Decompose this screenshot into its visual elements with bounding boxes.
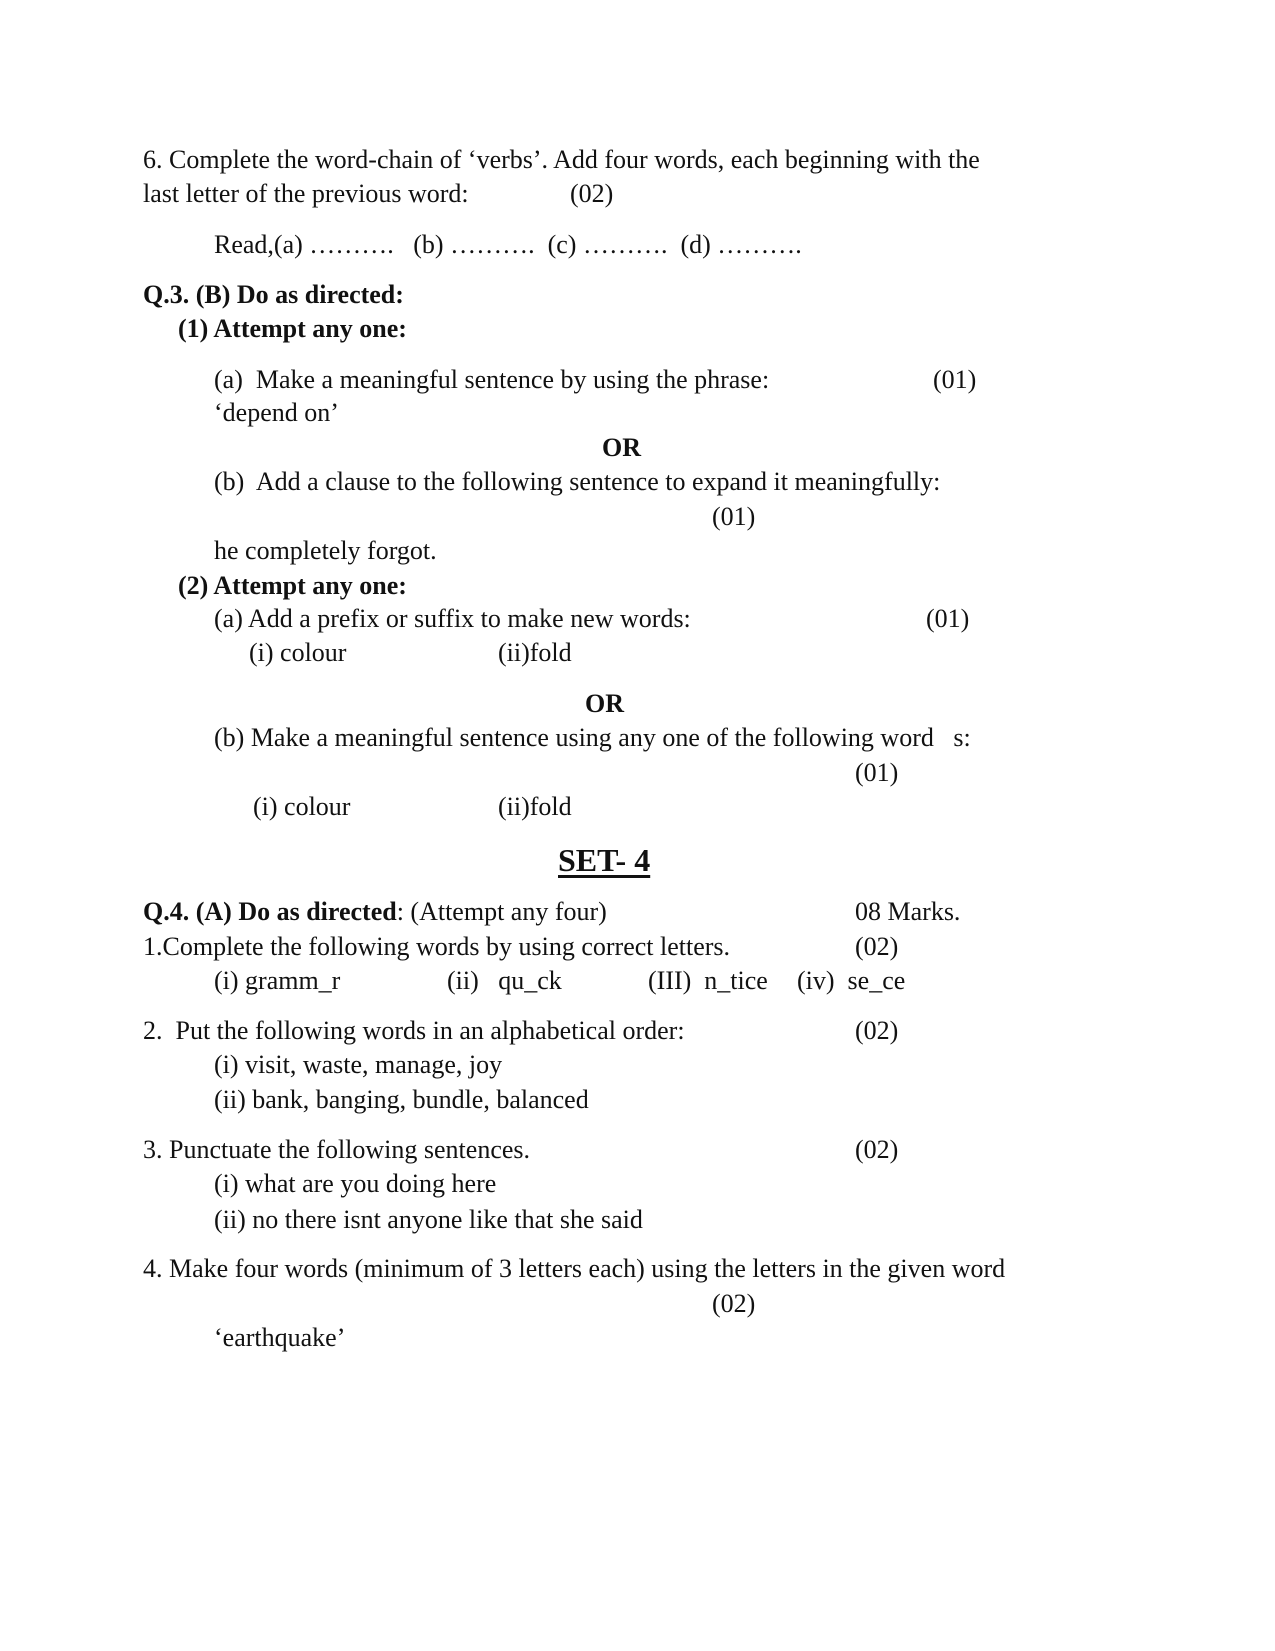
set-title: SET- 4 bbox=[558, 842, 651, 878]
q3b-part2-a-word2: (ii)fold bbox=[498, 638, 572, 667]
q4a-q3-ii: (ii) no there isnt anyone like that she said bbox=[214, 1205, 643, 1234]
q3b-part2-a-marks: (01) bbox=[926, 604, 970, 633]
q3b-part1-heading: (1) Attempt any one: bbox=[178, 314, 407, 343]
q4a-q4-marks: (02) bbox=[712, 1289, 756, 1318]
q3b-part1-b-text: (b) Add a clause to the following sentence to expand it meaningfully: bbox=[214, 467, 941, 496]
q3b-part2-b-text: (b) Make a meaningful sentence using any one of the following word s: bbox=[214, 723, 971, 752]
q4a-total-marks: 08 Marks. bbox=[855, 897, 961, 926]
q6-marks: (02) bbox=[570, 179, 614, 208]
q4a-q2-marks: (02) bbox=[855, 1016, 899, 1045]
q4a-q4-text: 4. Make four words (minimum of 3 letters each) using the letters in the given word bbox=[143, 1254, 1006, 1283]
q4a-q1-i: (i) gramm_r bbox=[214, 966, 341, 995]
q3b-part1-b-marks: (01) bbox=[712, 502, 756, 531]
q3b-part2-a-text: (a) Add a prefix or suffix to make new words: bbox=[214, 604, 691, 633]
q3b-part2-a-word1: (i) colour bbox=[249, 638, 347, 667]
q4a-q3-marks: (02) bbox=[855, 1135, 899, 1164]
q3b-part2-or: OR bbox=[585, 689, 624, 718]
q4a-heading-rest: : (Attempt any four) bbox=[396, 897, 607, 926]
q4a-q1-iv: (iv) se_ce bbox=[797, 966, 906, 995]
q3b-part2-b-word2: (ii)fold bbox=[498, 792, 572, 821]
q4a-heading-bold: Q.4. (A) Do as directed bbox=[143, 897, 397, 926]
q4a-q1-marks: (02) bbox=[855, 932, 899, 961]
q6-line1: 6. Complete the word-chain of ‘verbs’. Add four words, each beginning with the bbox=[143, 145, 980, 174]
q3b-part1-b-sentence: he completely forgot. bbox=[214, 536, 437, 565]
q4a-q2-ii: (ii) bank, banging, bundle, balanced bbox=[214, 1085, 589, 1114]
q4a-q1-iii: (III) n_tice bbox=[648, 966, 768, 995]
q3b-part2-b-marks: (01) bbox=[855, 758, 899, 787]
q4a-heading bbox=[143, 897, 607, 927]
q3b-part1-or: OR bbox=[602, 433, 641, 462]
q6-word-chain: Read,(a) ………. (b) ………. (c) ………. (d) ………. bbox=[214, 230, 802, 259]
q6-line2: last letter of the previous word: bbox=[143, 179, 469, 208]
q4a-q2-i: (i) visit, waste, manage, joy bbox=[214, 1050, 503, 1079]
q4a-q4-word: ‘earthquake’ bbox=[214, 1323, 346, 1352]
q3b-part1-a-marks: (01) bbox=[933, 365, 977, 394]
q4a-q3-i: (i) what are you doing here bbox=[214, 1169, 497, 1198]
q3b-part1-a-text: (a) Make a meaningful sentence by using the phrase: bbox=[214, 365, 770, 394]
q4a-q3-text: 3. Punctuate the following sentences. bbox=[143, 1135, 531, 1164]
q4a-q1-ii: (ii) qu_ck bbox=[447, 966, 562, 995]
q3b-heading: Q.3. (B) Do as directed: bbox=[143, 280, 404, 309]
q4a-q2-text: 2. Put the following words in an alphabetical order: bbox=[143, 1016, 685, 1045]
q3b-part2-b-word1: (i) colour bbox=[253, 792, 351, 821]
q3b-part2-heading: (2) Attempt any one: bbox=[178, 571, 407, 600]
q3b-part1-a-phrase: ‘depend on’ bbox=[214, 398, 339, 427]
q4a-q1-text: 1.Complete the following words by using correct letters. bbox=[143, 932, 731, 961]
